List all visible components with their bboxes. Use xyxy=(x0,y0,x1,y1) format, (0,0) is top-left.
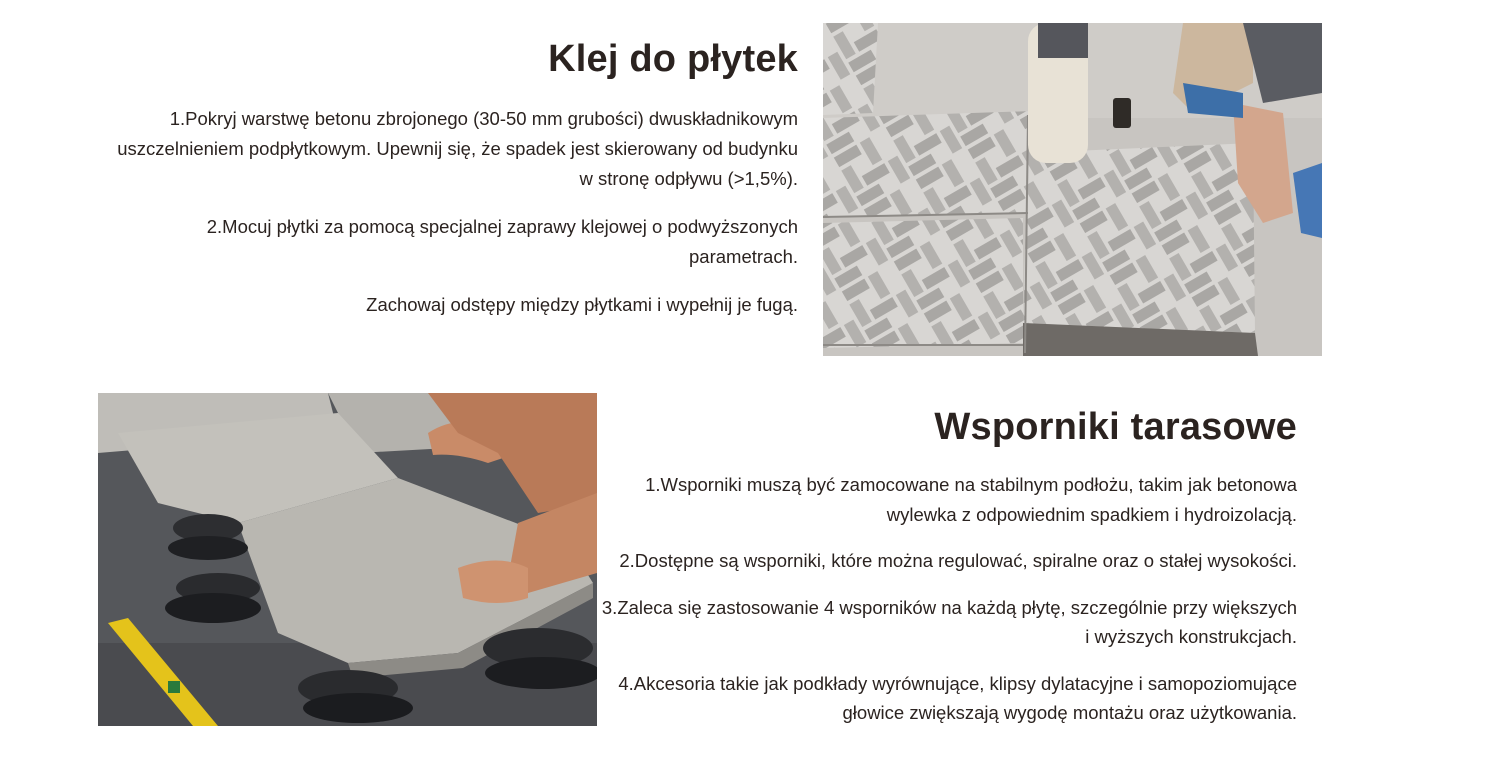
pedestals-section xyxy=(600,398,1297,745)
pedestals-title: Wsporniki tarasowe xyxy=(934,406,1297,448)
adhesive-note: Zachowaj odstępy między płytkami i wypełnij je fugą. xyxy=(366,294,798,315)
pedestal-slab-photo xyxy=(98,393,597,726)
adhesive-step-2: 2.Mocuj płytki za pomocą specjalnej zaprawy klejowej o podwyższonych parametrach. xyxy=(206,216,798,267)
pedestals-step-3: 3.Zaleca się zastosowanie 4 wsporników na każdą płytę, szczególnie przy większych i wyższych konstrukcjach. xyxy=(601,596,1297,647)
adhesive-title: Klej do płytek xyxy=(548,38,798,80)
pedestals-step-1: 1.Wsporniki muszą być zamocowane na stabilnym podłożu, takim jak betonowa wylewka z odpowiednim spadkiem i hydroizolacją. xyxy=(645,474,1297,525)
pedestals-step-2: 2.Dostępne są wsporniki, które można regulować, spiralne oraz o stałej wysokości. xyxy=(619,550,1297,571)
cropped-heading-remnant xyxy=(108,0,293,4)
adhesive-step-1: 1.Pokryj warstwę betonu zbrojonego (30-50 mm grubości) dwuskładnikowym uszczelnieniem podpłytkowym. Upewnij się, że spadek jest skierowany od budynku w stronę odpływu (>1,5%). xyxy=(117,108,798,189)
adhesive-section xyxy=(100,30,798,338)
pedestals-step-4: 4.Akcesoria takie jak podkłady wyrównujące, klipsy dylatacyjne i samopoziomujące głowice zwiększają wygodę montażu oraz użytkowania. xyxy=(618,672,1297,723)
tile-laying-photo xyxy=(823,23,1322,356)
